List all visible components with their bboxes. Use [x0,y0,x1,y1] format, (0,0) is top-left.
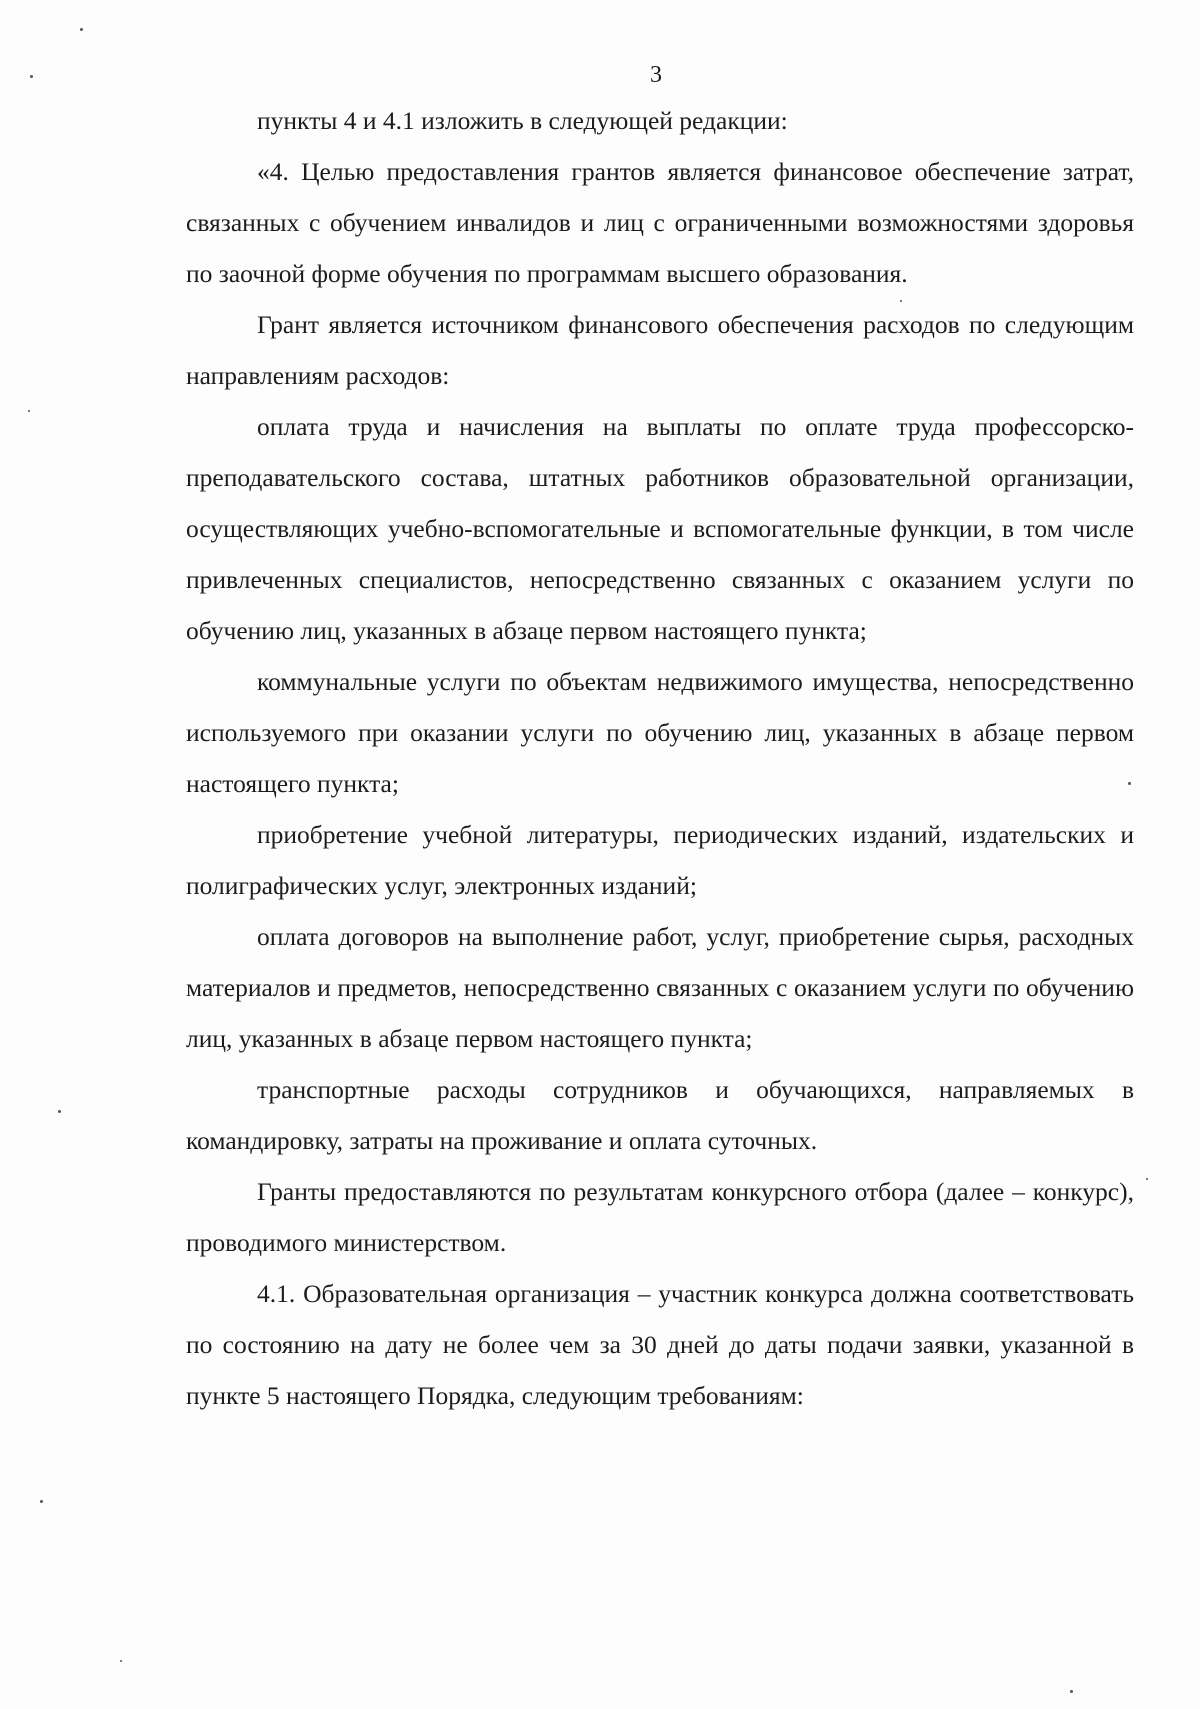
paragraph-labor-costs: оплата труда и начисления на выплаты по оплате труда профессорско-преподавательского состава, штатных работников образовательной организации, осуществляющих учебно-вспомогательные и вспомогательные функции, в том числе привлеченных специалистов, непосредственно связанных с оказанием услуги по обучению лиц, указанных в абзаце первом настоящего пункта; [186,412,1134,645]
scan-speck [1070,1690,1073,1693]
scan-speck [900,300,902,302]
paragraph-literature: приобретение учебной литературы, периодических изданий, издательских и полиграфических услуг, электронных изданий; [186,820,1134,900]
paragraph-utilities: коммунальные услуги по объектам недвижимого имущества, непосредственно используемого при оказании услуги по обучению лиц, указанных в абзаце первом настоящего пункта; [186,667,1134,798]
scan-speck [40,1500,43,1503]
scan-speck [1128,782,1131,785]
document-body [186,95,1134,1421]
paragraph-contracts: оплата договоров на выполнение работ, услуг, приобретение сырья, расходных материалов и предметов, непосредственно связанных с оказанием услуги по обучению лиц, указанных в абзаце первом настоящего пункта; [186,922,1134,1053]
paragraph-grant-source: Грант является источником финансового обеспечения расходов по следующим направлениям расходов: [186,310,1134,390]
scan-speck [30,75,33,78]
scan-speck [28,410,30,412]
scan-speck [80,28,83,31]
paragraph-competition: Гранты предоставляются по результатам конкурсного отбора (далее – конкурс), проводимого министерством. [186,1177,1134,1257]
scan-speck [120,1660,122,1662]
paragraph-grant-purpose: «4. Целью предоставления грантов является финансовое обеспечение затрат, связанных с обучением инвалидов и лиц с ограниченными возможностями здоровья по заочной форме обучения по программам высшего образования. [186,157,1134,288]
paragraph-intro: пункты 4 и 4.1 изложить в следующей редакции: [257,106,788,135]
scan-speck [58,1110,61,1113]
paragraph-transport: транспортные расходы сотрудников и обучающихся, направляемых в командировку, затраты на проживание и оплата суточных. [186,1075,1134,1155]
paragraph-requirements: 4.1. Образовательная организация – участник конкурса должна соответствовать по состоянию на дату не более чем за 30 дней до даты подачи заявки, указанной в пункте 5 настоящего Порядка, следующим требованиям: [186,1279,1134,1410]
scan-speck [1146,1178,1148,1180]
page-number: 3 [650,62,662,88]
